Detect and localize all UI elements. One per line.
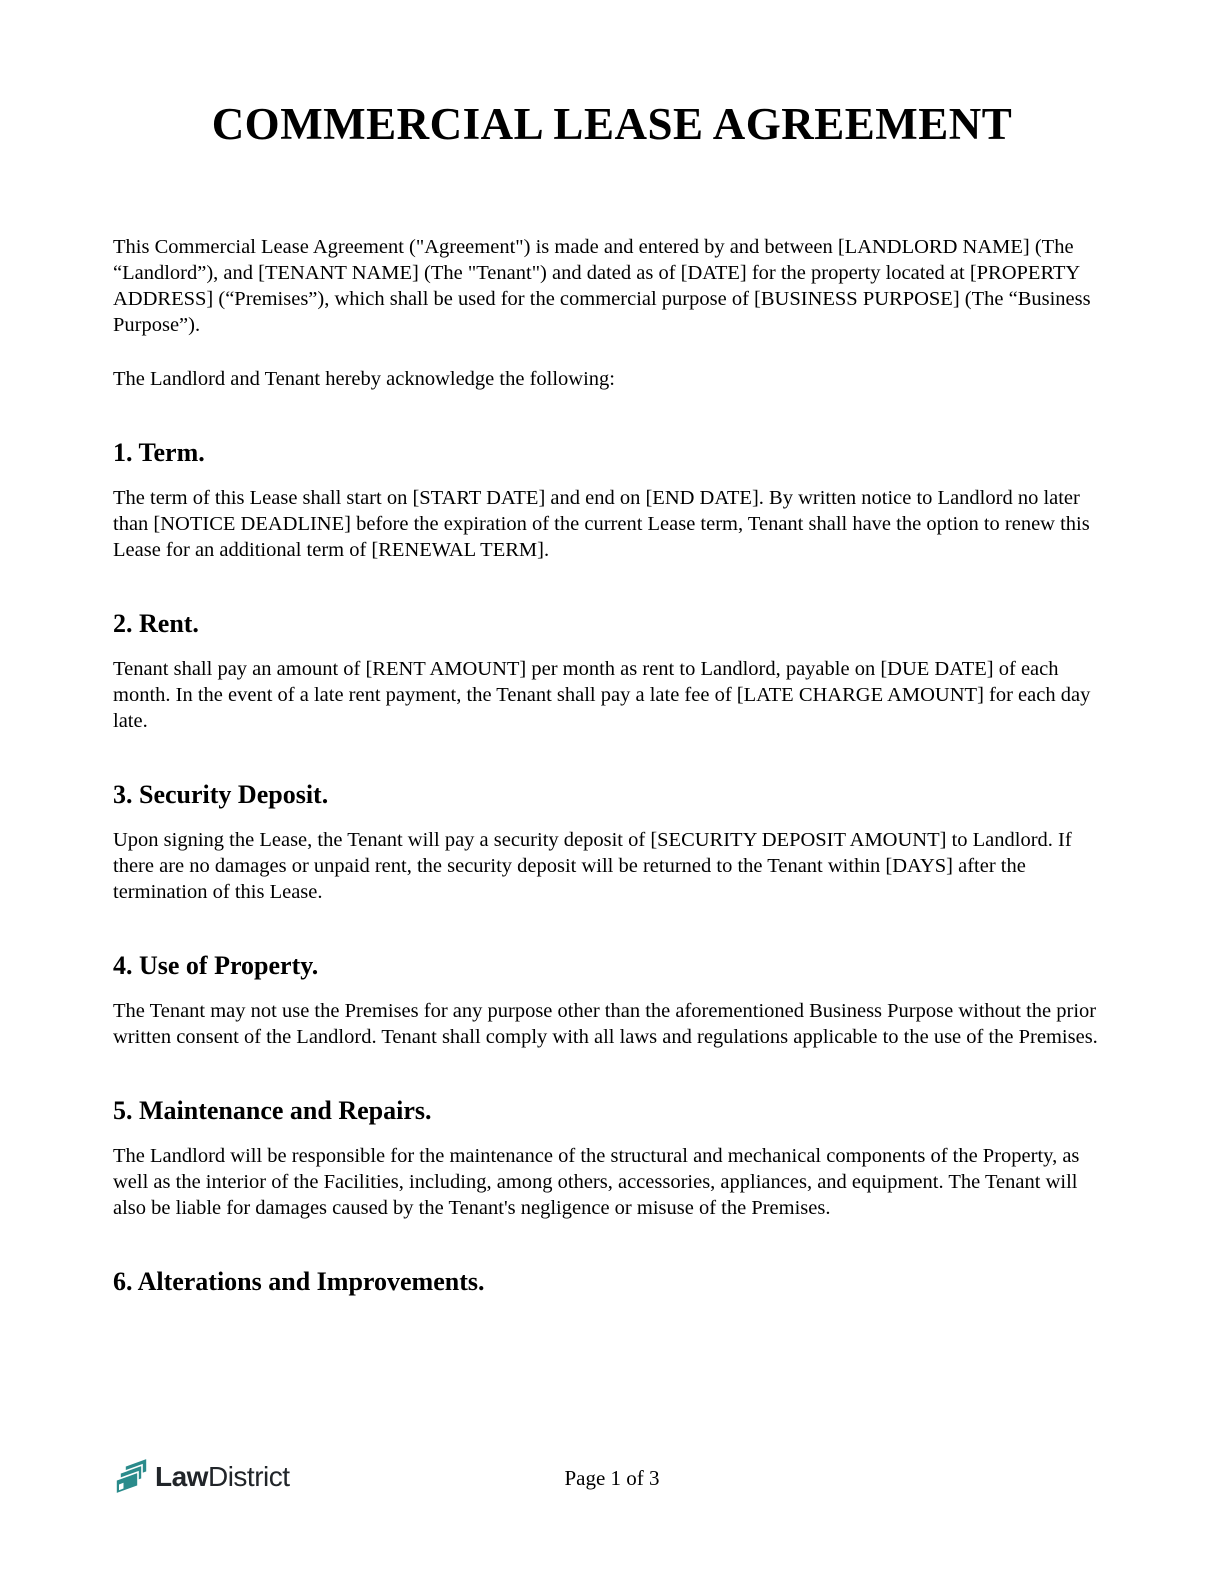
section-body: The Landlord will be responsible for the maintenance of the structural and mechanical components of the Property, as well as the interior of the Facilities, including, among others, accessories, appliances, and equipment. The Tenant will also be liable for damages caused by the Tenant's negligence or misuse of the Premises. <box>113 1145 1080 1219</box>
section-heading: 6. Alterations and Improvements. <box>113 1267 485 1296</box>
intro-paragraph: This Commercial Lease Agreement ("Agreement") is made and entered by and between [LANDLORD NAME] (The “Landlord”), and [TENANT NAME] (The "Tenant") and dated as of [DATE] for the property located at [PROPERTY ADDRESS] (“Premises”), which shall be used for the commercial purpose of [BUSINESS PURPOSE] (The “Business Purpose”). <box>113 236 1091 336</box>
logo-word-law: Law <box>155 1461 208 1492</box>
section-use-of-property <box>113 951 1111 1050</box>
section-heading: 1. Term. <box>113 438 205 467</box>
section-heading: 2. Rent. <box>113 609 199 638</box>
section-body: Upon signing the Lease, the Tenant will pay a security deposit of [SECURITY DEPOSIT AMOUNT] to Landlord. If there are no damages or unpaid rent, the security deposit will be returned to the Tenant within [DAYS] after the termination of this Lease. <box>113 829 1072 903</box>
page-indicator: Page 1 of 3 <box>564 1465 660 1490</box>
document-title: COMMERCIAL LEASE AGREEMENT <box>211 99 1013 149</box>
layered-pages-icon <box>113 1456 149 1498</box>
section-body: The Tenant may not use the Premises for any purpose other than the aforementioned Business Purpose without the prior written consent of the Landlord. Tenant shall comply with all laws and regulations applicable to the use of the Premises. <box>113 1000 1098 1048</box>
section-maintenance-repairs <box>113 1096 1111 1221</box>
section-security-deposit <box>113 780 1111 905</box>
page-footer <box>113 1452 1111 1504</box>
lawdistrict-logo <box>113 1456 290 1498</box>
acknowledge-line: The Landlord and Tenant hereby acknowledge the following: <box>113 368 615 390</box>
section-alterations-improvements <box>113 1267 1111 1297</box>
section-body: The term of this Lease shall start on [START DATE] and end on [END DATE]. By written notice to Landlord no later than [NOTICE DEADLINE] before the expiration of the current Lease term, Tenant shall have the option to renew this Lease for an additional term of [RENEWAL TERM]. <box>113 487 1090 561</box>
logo-wordmark <box>155 1461 290 1493</box>
section-rent <box>113 609 1111 734</box>
section-term <box>113 438 1111 563</box>
section-heading: 3. Security Deposit. <box>113 780 329 809</box>
section-heading: 4. Use of Property. <box>113 951 319 980</box>
logo-word-district: District <box>207 1461 290 1492</box>
section-body: Tenant shall pay an amount of [RENT AMOUNT] per month as rent to Landlord, payable on [DUE DATE] of each month. In the event of a late rent payment, the Tenant shall pay a late fee of [LATE CHARGE AMOUNT] for each day late. <box>113 658 1091 732</box>
section-heading: 5. Maintenance and Repairs. <box>113 1096 432 1125</box>
